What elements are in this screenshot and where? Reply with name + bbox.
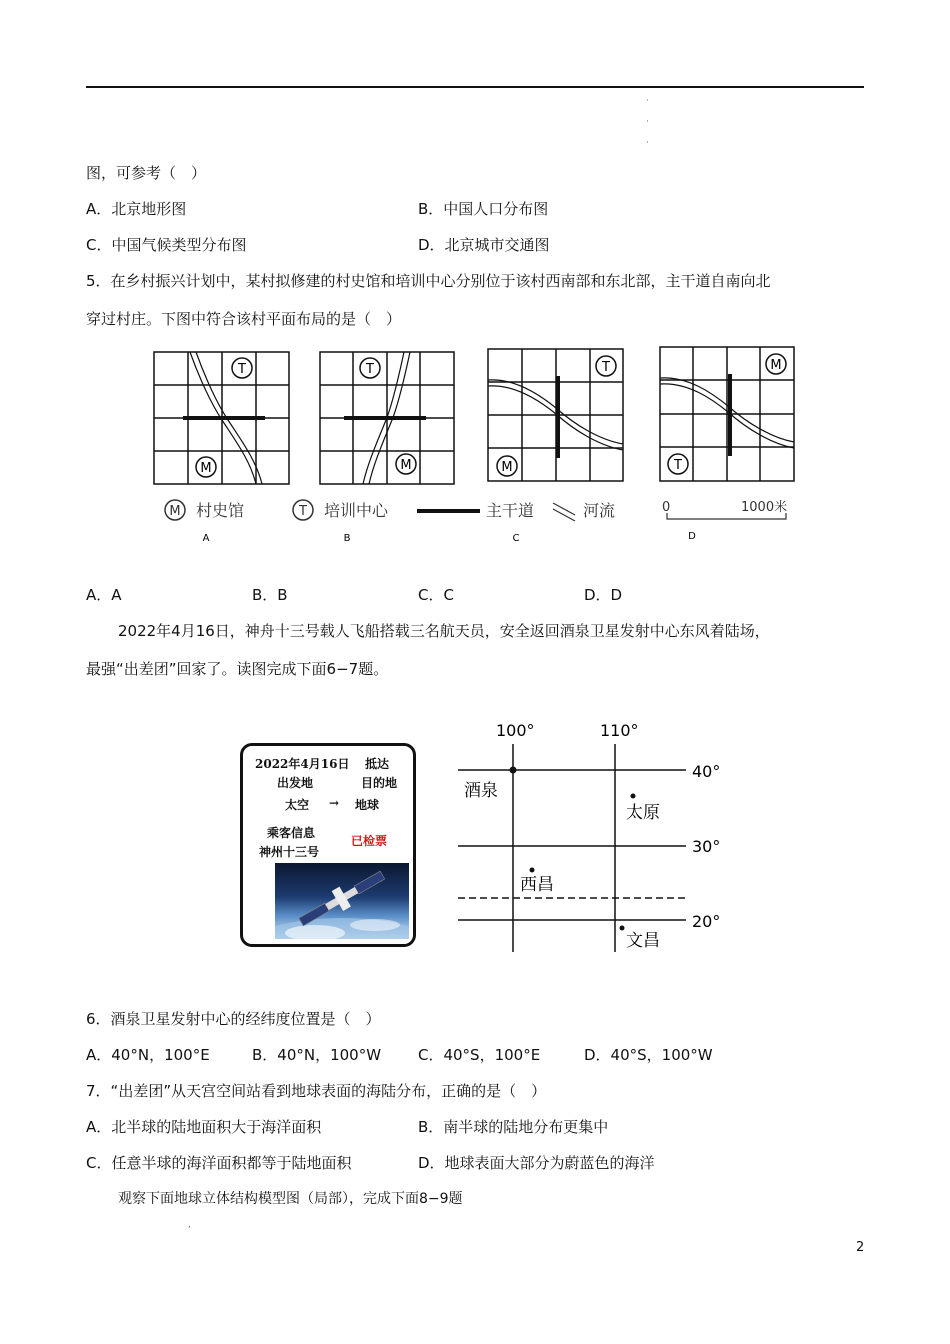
ticket-from: 太空 [285,798,310,812]
q5-option-d[interactable]: D．D [584,586,623,604]
q4-option-a[interactable]: A．北京地形图 [86,200,187,218]
header-dot: · [646,96,649,106]
jiuquan-label: 酒泉 [464,781,498,801]
q7-option-d[interactable]: D．地球表面大部分为蔚蓝色的海洋 [418,1154,655,1172]
museum-marker: M [501,460,513,475]
q5-option-a[interactable]: A．A [86,586,122,604]
ticket-to-label: 目的地 [361,776,398,790]
museum-marker: M [200,461,212,476]
q8-intro: 观察下面地球立体结构模型图（局部），完成下面8−9题 [118,1191,463,1207]
q7-stem: 7．“出差团”从天宫空间站看到地球表面的海陆分布，正确的是（ ） [86,1082,547,1100]
taiyuan-label: 太原 [626,803,660,823]
page-number: 2 [856,1240,865,1255]
q6-option-c[interactable]: C．40°S，100°E [418,1046,541,1064]
intro-line2: 最强“出差团”回家了。读图完成下面6−7题。 [86,660,389,678]
q7-option-c[interactable]: C．任意半球的海洋面积都等于陆地面积 [86,1154,352,1172]
q7-option-b[interactable]: B．南半球的陆地分布更集中 [418,1118,609,1136]
q5-panel-c [488,349,623,481]
q5-figure [0,0,950,560]
panel-label-d: D [688,531,696,542]
ticket-to: 地球 [355,798,380,812]
q7-option-a[interactable]: A．北半球的陆地面积大于海洋面积 [86,1118,322,1136]
training-marker: T [674,458,682,473]
lon-100-label: 100° [496,721,535,740]
arrow-icon: → [329,796,340,810]
jiuquan-point [510,767,517,774]
wenchang-label: 文昌 [626,931,660,951]
header-dot: · [646,117,649,127]
panel-label-c: C [512,533,520,544]
intro-line1: 2022年4月16日，神舟十三号载人飞船搭载三名航天员，安全返回酒泉卫星发射中心东风着陆场， [118,622,770,640]
wenchang-point [620,926,625,931]
space-station-photo [275,863,409,939]
q5-panel-a [154,352,289,484]
panel-label-b: B [343,533,351,544]
training-marker: T [602,360,610,375]
lon-110-label: 110° [600,721,639,740]
q5-stem-line2: 穿过村庄。下图中符合该村平面布局的是（ ） [86,310,402,328]
training-marker: T [366,362,374,377]
q6-option-b[interactable]: B．40°N，100°W [252,1046,382,1064]
legend-road: 主干道 [486,501,535,520]
museum-marker: M [770,358,782,373]
museum-legend-marker: M [169,504,181,519]
q5-panel-d [660,347,794,481]
header-dot: · [646,138,649,148]
stray-mark: , [188,1220,191,1230]
ticket-arrive: 抵达 [365,757,390,771]
taiyuan-point [631,794,636,799]
boarding-ticket [240,743,416,947]
q5-panel-b [320,352,454,484]
ticket-passenger-label: 乘客信息 [267,826,316,840]
training-legend-marker: T [299,504,307,519]
q5-stem-line1: 5．在乡村振兴计划中，某村拟修建的村史馆和培训中心分别位于该村西南部和东北部，主干道自南向北 [86,272,771,290]
q4-stem-end: 图，可参考（ ） [86,164,207,182]
q6-option-a[interactable]: A．40°N，100°E [86,1046,210,1064]
lat-20-label: 20° [692,912,721,931]
xichang-label: 西昌 [520,875,554,895]
q5-option-b[interactable]: B．B [252,586,288,604]
q5-option-c[interactable]: C．C [418,586,454,604]
ticket-date: 2022年4月16日 [255,757,350,771]
scale-distance: 1000米 [741,500,788,515]
lat-40-label: 40° [692,762,721,781]
q6-option-d[interactable]: D．40°S，100°W [584,1046,713,1064]
q4-option-d[interactable]: D．北京城市交通图 [418,236,550,254]
training-marker: T [238,362,246,377]
xichang-point [530,868,535,873]
legend-training: 培训中心 [324,501,389,520]
ticket-from-label: 出发地 [277,776,314,790]
q4-option-c[interactable]: C．中国气候类型分布图 [86,236,247,254]
ticket-status: 已检票 [351,834,388,848]
legend-river: 河流 [583,501,616,520]
q5-legend [165,499,787,521]
panel-label-a: A [202,533,210,544]
ticket-passenger: 神州十三号 [259,845,320,859]
lat-30-label: 30° [692,837,721,856]
scale-zero: 0 [662,500,671,515]
museum-marker: M [400,458,412,473]
launch-site-map [440,712,740,962]
q6-stem: 6．酒泉卫星发射中心的经纬度位置是（ ） [86,1010,381,1028]
legend-museum: 村史馆 [196,501,245,520]
q4-option-b[interactable]: B．中国人口分布图 [418,200,549,218]
